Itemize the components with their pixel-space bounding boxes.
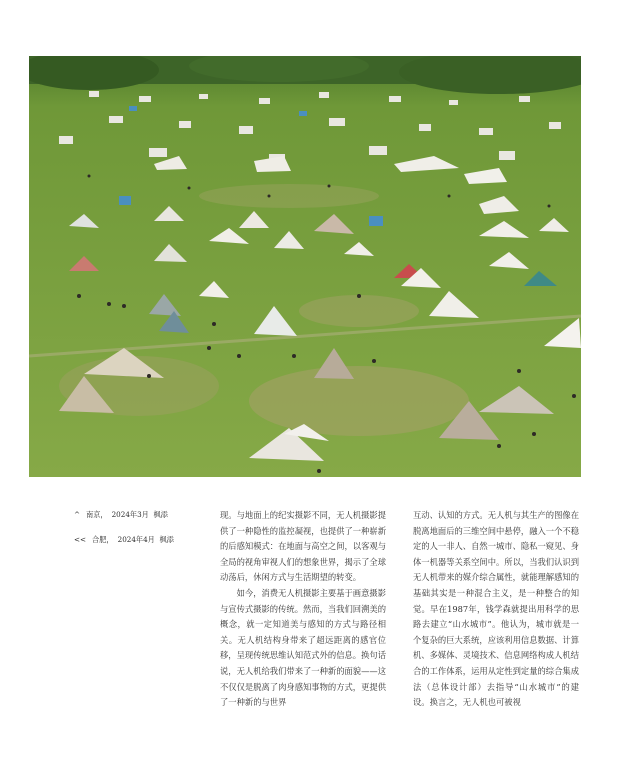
caption-author: 枫添 bbox=[153, 510, 168, 519]
caption-nanjing bbox=[74, 509, 194, 521]
aerial-campsite-photo bbox=[29, 56, 581, 477]
left-double-arrow-icon: << bbox=[74, 535, 87, 544]
paragraph: 互动、认知的方式。无人机与其生产的图像在脱离地面后的三维空间中悬停，融入一个不稳定的人一非人、自然一城市、隐私一窥见、身体一机器等关系空间中。所以，当我们认识到无人机带来的媒介综合属性，就能理解感知的基础其实是一种混合主义，是一种整合的知觉。早在1987年，钱学森就提出用科学的思路去建立“山水城市”。他认为，城市就是一个复杂的巨大系统，应该利用信息数据、计算机、多媒体、灵境技术、信息网络构成人机结合的工作体系，运用从定性到定量的综合集成法（总体设计部）去指导“山水城市”的建设。换言之，无人机也可被视 bbox=[413, 510, 579, 708]
paragraph: 现。与地面上的纪实摄影不同，无人机摄影提供了一种隐性的监控凝视，也提供了一种崭新的后感知模式：在地面与高空之间，以客观与全局的视角审视人们的想象世界，揭示了全球动荡后，休闲方式与生活期望的转变。 bbox=[220, 510, 386, 583]
body-column-2 bbox=[413, 508, 579, 711]
caption-hefei bbox=[74, 534, 194, 546]
paragraph: 如今，消费无人机摄影主要基于画意摄影与宣传式摄影的传统。然而，当我们回溯美的概念，就一定知道美与感知的方式与路径相关。无人机结构身带来了超远距离的感官位移，呈现传统思维认知范式外的信息。换句话说，无人机给我们带来了一种新的面貌——这不仅仅是脱离了肉身感知事物的方式，更提供了一种新的与世界 bbox=[220, 587, 386, 708]
up-arrow-icon: ^ bbox=[74, 510, 81, 519]
caption-date: 2024年3月 bbox=[111, 510, 149, 519]
caption-date: 2024年4月 bbox=[117, 535, 155, 544]
caption-author: 枫添 bbox=[159, 535, 174, 544]
caption-place: 合肥， bbox=[92, 535, 114, 544]
caption-place: 南京， bbox=[86, 510, 108, 519]
photo-captions bbox=[74, 509, 194, 559]
body-column-1 bbox=[220, 508, 386, 711]
campsite-photo-drawing bbox=[29, 56, 581, 477]
